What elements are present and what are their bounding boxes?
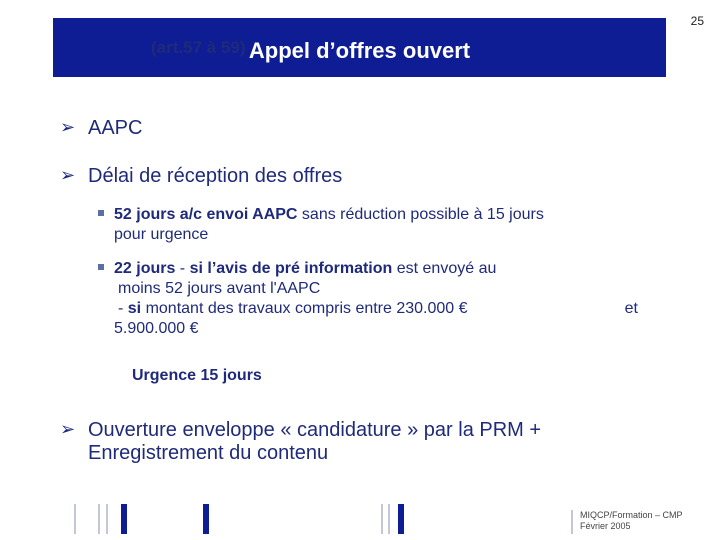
square-bullet-icon <box>98 264 104 270</box>
decor-bar <box>121 504 127 534</box>
sub-text: est envoyé au <box>392 260 497 277</box>
bullet-label-line2: Enregistrement du contenu <box>88 442 329 464</box>
decor-bar <box>98 504 100 534</box>
sub-bold: 52 jours a/c envoi AAPC <box>114 206 298 223</box>
bullet-label: AAPC <box>88 117 143 139</box>
arrow-bullet-icon: ➢ <box>60 419 76 439</box>
page-number: 25 <box>690 14 704 28</box>
decor-bar <box>106 504 108 534</box>
bullet-delai <box>60 165 342 188</box>
arrow-bullet-icon: ➢ <box>60 117 76 137</box>
sub-dash: - <box>175 260 190 277</box>
urgence-label: Urgence 15 jours <box>132 367 262 384</box>
title-main: Appel d’offres ouvert <box>248 38 471 63</box>
footer-separator <box>571 510 573 534</box>
decor-bar <box>203 504 209 534</box>
square-bullet-icon <box>98 210 104 216</box>
footer-line1: MIQCP/Formation – CMP <box>580 510 683 520</box>
sub-bold: 22 jours <box>114 260 176 277</box>
decor-bar <box>74 504 76 534</box>
bullet-aapc <box>60 117 142 140</box>
title-sub: (art.57 à 59) <box>151 38 246 57</box>
bullet-label: Délai de réception des offres <box>88 165 343 187</box>
sub-et: et <box>624 300 638 317</box>
arrow-bullet-icon: ➢ <box>60 165 76 185</box>
footer-text <box>580 510 683 532</box>
decor-bar <box>381 504 383 534</box>
sub-text: montant des travaux compris entre 230.000 € <box>141 300 468 317</box>
sub-bold-si: si <box>127 300 142 317</box>
slide-title <box>53 38 666 64</box>
footer <box>0 500 720 540</box>
sub-line2: moins 52 jours avant l'AAPC <box>118 280 321 297</box>
sub-line4: 5.900.000 € <box>114 320 199 337</box>
sub-text: sans réduction possible à 15 jours <box>297 206 544 223</box>
title-bar <box>53 18 666 77</box>
footer-line2: Février 2005 <box>580 521 631 531</box>
sub-line3 <box>98 299 638 319</box>
sub-bold-2: si l’avis de pré information <box>189 260 393 277</box>
sub-bullet-22-jours <box>98 259 658 339</box>
bullet-label: Ouverture enveloppe « candidature » par la PRM + <box>88 419 542 441</box>
sub-bullet-52-jours <box>98 205 658 245</box>
sub-prefix: - <box>118 300 128 317</box>
bullet-ouverture <box>60 419 541 465</box>
decor-bar <box>398 504 404 534</box>
decor-bar <box>388 504 390 534</box>
sub-line2: pour urgence <box>114 226 209 243</box>
